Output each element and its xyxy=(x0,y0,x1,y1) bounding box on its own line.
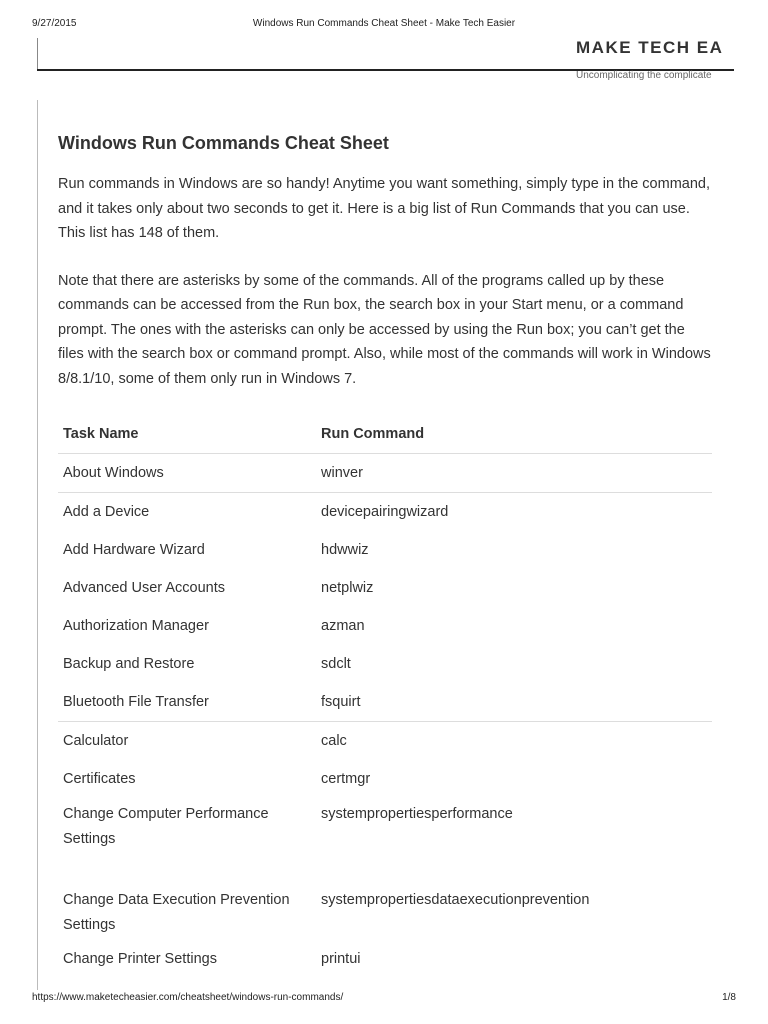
table-row xyxy=(58,531,712,569)
run-command-cell: calc xyxy=(316,722,712,761)
table-row xyxy=(58,607,712,645)
task-name-cell: Backup and Restore xyxy=(63,655,195,672)
table-row xyxy=(58,940,712,978)
task-name-cell: Add a Device xyxy=(58,493,316,532)
content-border xyxy=(37,100,38,990)
column-header-run-command: Run Command xyxy=(316,415,712,454)
print-title: Windows Run Commands Cheat Sheet - Make Tech Easier xyxy=(252,18,516,29)
run-command-cell: printui xyxy=(321,950,361,967)
run-command-cell: systempropertiesdataexecutionprevention xyxy=(321,892,590,908)
article xyxy=(58,130,714,978)
table-row xyxy=(58,760,712,798)
intro-paragraph: Run commands in Windows are so handy! Anytime you want something, simply type in the command, and it takes only about two seconds to get it. Here is a big list of Run Commands that you can use. This list has 148 of them. xyxy=(58,176,710,241)
column-header-task-name: Task Name xyxy=(58,415,316,454)
table-row xyxy=(58,493,712,532)
run-command-cell: certmgr xyxy=(321,770,371,787)
table-row xyxy=(58,683,712,722)
table-header-row xyxy=(58,415,712,454)
task-name-cell: Change Printer Settings xyxy=(63,950,217,967)
note-paragraph: Note that there are asterisks by some of the commands. All of the programs called up by these commands can be accessed from the Run box, the search box in your Start menu, or a command prompt. The ones with the asterisks can only be accessed by using the Run box; you can’t get the files with the search box or command prompt. Also, while most of the commands will work in Windows 8/8.1/10, some of them only run in Windows 7. xyxy=(58,272,711,387)
site-logo[interactable]: MAKE TECH EA xyxy=(576,38,724,57)
print-date: 9/27/2015 xyxy=(32,18,77,29)
run-command-cell: sdclt xyxy=(321,655,351,672)
run-command-cell: netplwiz xyxy=(321,579,374,596)
task-name-cell: Advanced User Accounts xyxy=(63,579,226,596)
run-command-cell: systempropertiesperformance xyxy=(321,806,513,822)
task-name-cell: Add Hardware Wizard xyxy=(63,541,205,558)
task-name-cell: About Windows xyxy=(63,464,164,481)
task-name-cell: Calculator xyxy=(58,722,316,761)
table-row xyxy=(58,888,712,940)
task-name-cell: Bluetooth File Transfer xyxy=(63,693,209,710)
table-row xyxy=(58,645,712,683)
table-row xyxy=(58,569,712,607)
page-number: 1/8 xyxy=(722,992,736,1003)
task-name-cell: Certificates xyxy=(63,770,136,787)
table-row xyxy=(58,454,712,493)
task-name-cell: Authorization Manager xyxy=(63,617,209,634)
site-tagline: Uncomplicating the complicate xyxy=(576,70,712,81)
run-commands-table xyxy=(58,415,712,978)
article-title: Windows Run Commands Cheat Sheet xyxy=(58,133,389,153)
run-command-cell: devicepairingwizard xyxy=(316,493,712,532)
run-command-cell: fsquirt xyxy=(321,693,361,710)
run-command-cell: hdwwiz xyxy=(321,541,369,558)
table-row xyxy=(58,798,712,888)
table-row xyxy=(58,722,712,761)
run-command-cell: winver xyxy=(321,464,363,481)
task-name-cell: Change Data Execution Prevention Settings xyxy=(63,892,290,933)
run-command-cell: azman xyxy=(321,617,365,634)
task-name-cell: Change Computer Performance Settings xyxy=(63,806,269,847)
page-url: https://www.maketecheasier.com/cheatsheet/windows-run-commands/ xyxy=(32,992,344,1003)
header-divider-vertical xyxy=(37,38,38,70)
